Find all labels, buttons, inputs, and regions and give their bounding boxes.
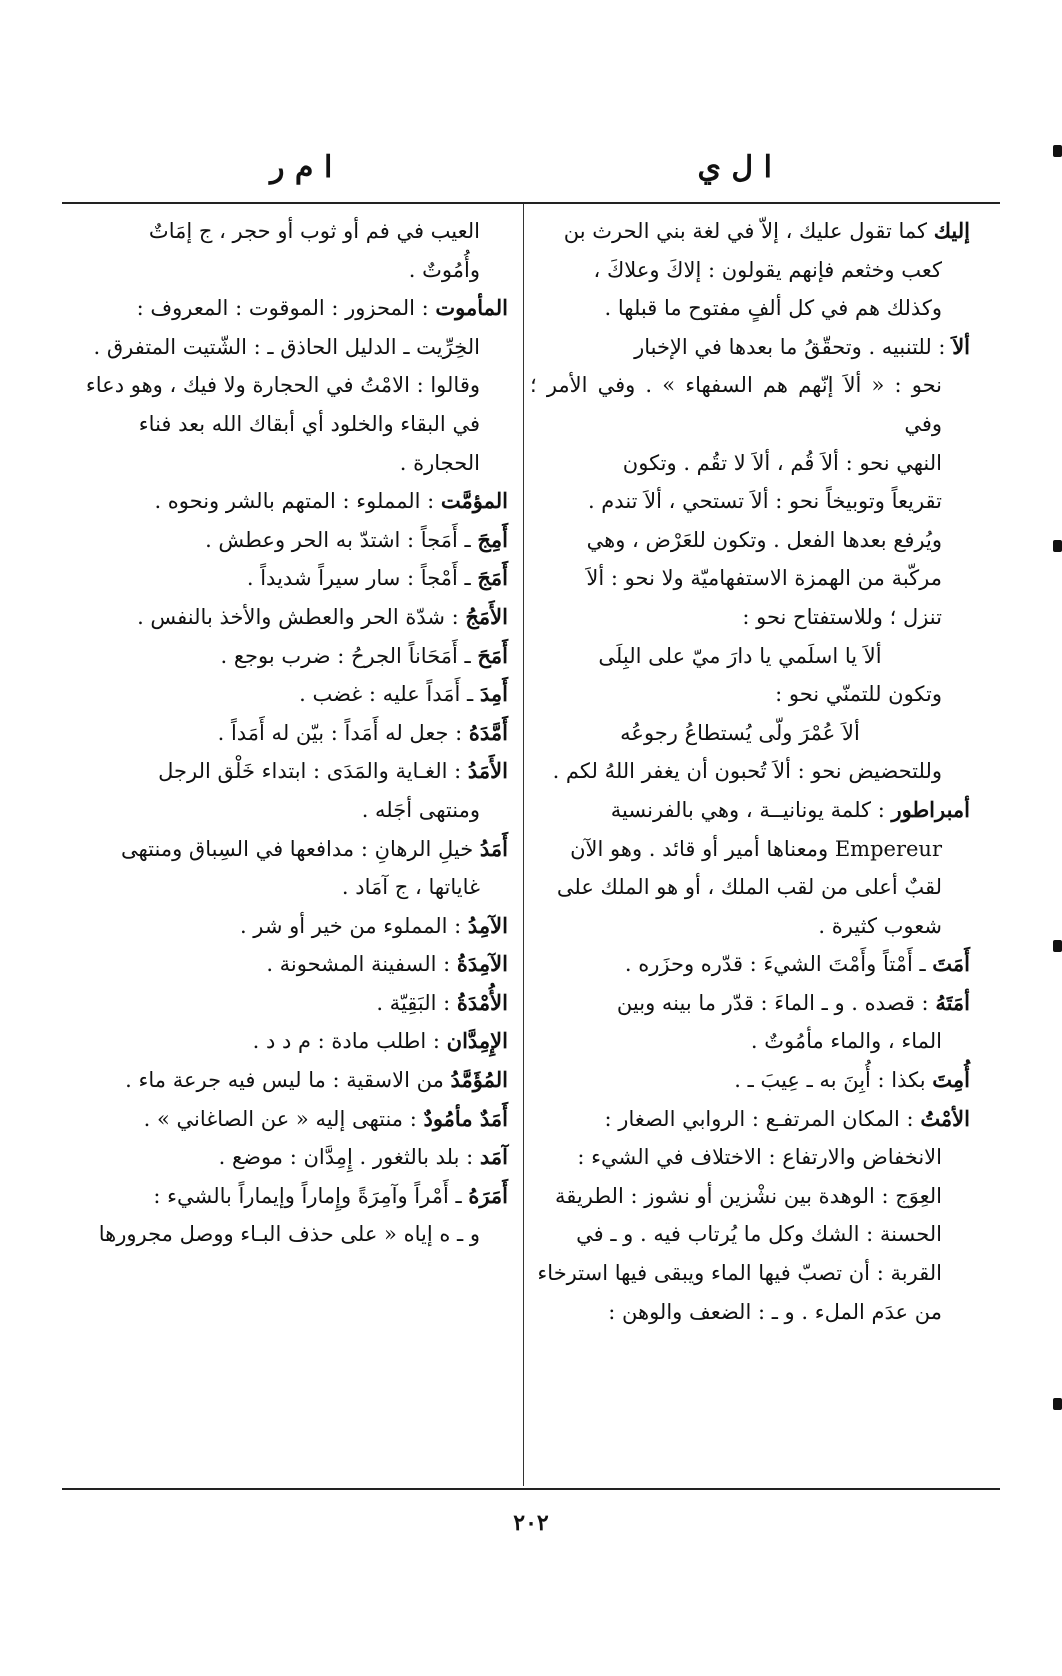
entry-line <box>68 714 508 753</box>
headword: أُمِتَ <box>932 1067 970 1093</box>
headword: أَمَجَ <box>477 565 508 591</box>
entry-line <box>68 830 508 869</box>
entry-line <box>530 1177 970 1216</box>
entry-text: : المملوء من خير أو شر . <box>239 913 468 938</box>
headword: أَمَحَ <box>477 642 508 668</box>
entry-text: بكذا : أُبِنَ به ـ عِيبَ ـ . <box>734 1068 933 1093</box>
entry-line <box>530 598 970 637</box>
entry-line <box>530 444 970 483</box>
entry-line <box>530 328 970 367</box>
entry-line <box>68 1215 508 1254</box>
entry-line <box>530 1022 970 1061</box>
entry-text: وأُمُوتٌ . <box>408 257 480 282</box>
entry-text: نحو : « ألاَ إنّهم هم السفهاء » . وفي الأمر ؛ وفي <box>530 373 942 436</box>
entry-text: و ـ ه إياه « على حذف البـاء ووصل مجرورها <box>98 1222 480 1247</box>
right-column <box>530 212 970 1331</box>
headword: المأموت <box>435 295 508 321</box>
entry-line <box>68 559 508 598</box>
entry-line <box>530 714 970 753</box>
headword: الآمِدَةُ <box>456 951 508 977</box>
entry-text: : السفينة المشحونة . <box>266 952 457 977</box>
entry-text: كما تقول عليك ، إلاّ في لغة بني الحرث بن <box>563 219 934 243</box>
entry-line <box>68 212 508 251</box>
entry-line <box>68 444 508 483</box>
running-head-right: ا ل ي <box>697 150 772 185</box>
entry-text: : المملوء : المتهم بالشر ونحوه . <box>154 489 441 514</box>
entry-text: تقريعاً وتوبيخاً نحو : ألاَ تستحي ، ألاَ تندم . <box>587 489 942 514</box>
entry-text: الحسنة : الشك وكل ما يُرتاب فيه . و ـ في <box>576 1222 942 1247</box>
entry-line <box>530 559 970 598</box>
entry-text: مركّبة من الهمزة الاستفهاميّة ولا نحو : ألاَ <box>586 566 942 591</box>
entry-line <box>530 830 970 869</box>
headword: آمَد <box>479 1144 508 1170</box>
entry-text: في البقاء والخلود أي أبقاك الله بعد فناء <box>138 411 480 436</box>
entry-text: خيلِ الرهانِ : مدافعها في السِباق ومنتهى <box>121 836 480 861</box>
entry-line <box>68 366 508 405</box>
entry-line <box>68 1100 508 1139</box>
entry-text: : منتهى إليه « عن الصاغاني » . <box>143 1106 424 1131</box>
entry-text: ـ أَمْتاً وأَمْتَ الشيءَ : قدّره وحزَره . <box>624 952 933 977</box>
headword: أَمَدُ <box>479 835 508 861</box>
headword: الأَمَجُ <box>465 603 508 629</box>
entry-text: تنزل ؛ وللاستفتاح نحو : <box>742 604 942 629</box>
entry-text: Empereur ومعناها أمير أو قائد . وهو الآن <box>570 836 942 861</box>
entry-line <box>530 984 970 1023</box>
entry-line <box>530 251 970 290</box>
entry-text: وقالوا : الامْتُ في الحجارة ولا فيك ، وهو دعاء <box>85 373 480 398</box>
entry-line <box>68 328 508 367</box>
entry-line <box>68 868 508 907</box>
entry-text: العِوَج : الوهدة بين نشْزين أو نشوز : الطريقة <box>555 1183 942 1208</box>
entry-line <box>530 1293 970 1332</box>
entry-text: من الاسقية : ما ليس فيه جرعة ماء . <box>125 1068 451 1093</box>
headword: الأمْتُ <box>920 1105 970 1131</box>
entry-line <box>530 366 970 443</box>
entry-text: من عدَم الملء . و ـ : الضعف والوهن : <box>608 1299 942 1324</box>
entry-line <box>68 752 508 791</box>
entry-line <box>530 1254 970 1293</box>
margin-mark <box>1053 145 1062 157</box>
entry-text: : الغـاية والمَدَى : ابتداء خَلْق الرجل <box>158 759 468 784</box>
entry-line <box>68 791 508 830</box>
entry-line <box>68 907 508 946</box>
entry-text: وللتحضيض نحو : ألاَ تُحبون أن يغفر اللهُ لكم . <box>552 759 942 784</box>
entry-line <box>68 1177 508 1216</box>
headword: أَمَرَهُ <box>468 1182 508 1208</box>
entry-text: النهي نحو : ألاَ قُم ، ألاَ لا تقُم . وتكون <box>622 450 942 475</box>
entry-line <box>68 675 508 714</box>
entry-text: : اطلب مادة : م د د . <box>252 1029 447 1054</box>
entry-line <box>68 1138 508 1177</box>
entry-line <box>530 212 970 251</box>
entry-text: غاياتها ، ج آمَاد . <box>341 875 480 900</box>
entry-text: العيب في فم أو ثوب أو حجر ، ج إمَاتٌ <box>148 219 480 243</box>
entry-text: ألاَ يا اسلَمي يا دارَ ميّ على البِلَى <box>598 643 882 668</box>
entry-text: الماء ، والماء مأمُوتٌ . <box>750 1029 942 1054</box>
entry-text: وكذلك هم في كل ألفٍ مفتوح ما قبلها . <box>604 296 942 321</box>
entry-line <box>68 945 508 984</box>
entry-line <box>68 637 508 676</box>
headword: أَمَتَ <box>932 951 970 977</box>
entry-text: : المكان المرتفـع : الروابي الصغار : <box>604 1106 921 1131</box>
headword: الأَمَدُ <box>467 758 508 784</box>
margin-mark <box>1053 540 1062 552</box>
entry-line <box>68 482 508 521</box>
entry-text: ومنتهى أجَله . <box>361 797 480 822</box>
entry-text: : بلد بالثغور . إِمِدَّان : موضع . <box>218 1145 480 1170</box>
entry-line <box>68 521 508 560</box>
entry-text: ـ أَمْجاً : سار سيراً شديداً . <box>246 566 478 591</box>
entry-text: ألاَ عُمْرَ ولّى يُستطاعُ رجوعُه <box>620 720 860 745</box>
entry-line <box>530 868 970 907</box>
entry-text: : قصده . و ـ الماءَ : قدّر ما بينه وبين <box>616 990 936 1015</box>
entry-text: شعوب كثيرة . <box>818 913 942 938</box>
entry-line <box>530 482 970 521</box>
entry-text: : شدّة الحر والعطش والأخذ بالنفس . <box>137 604 466 629</box>
entry-line <box>530 752 970 791</box>
entry-line <box>530 637 970 676</box>
entry-line <box>68 598 508 637</box>
entry-line <box>68 984 508 1023</box>
left-column <box>68 212 508 1254</box>
headword: أَمِدَ <box>479 681 508 707</box>
entry-text: : جعل له أَمَداً : بيّن له أَمَداً . <box>217 720 469 745</box>
entry-text: القربة : أن تصبّ فيها الماء ويبقى فيها استرخاء <box>537 1261 942 1286</box>
headword: الإِمِدَّان <box>446 1028 508 1054</box>
entry-line <box>68 251 508 290</box>
headword: ألاَ <box>952 333 970 359</box>
column-divider <box>523 204 524 1486</box>
headword: أَمَدٌ مأمُودٌ <box>423 1105 508 1131</box>
headword: الأُمْدَةُ <box>456 989 508 1015</box>
entry-text: الخِرِّيت ـ الدليل الحاذق ـ : الشّتيت المتفرق . <box>93 334 480 359</box>
entry-text: ـ أَمَداً عليه : غضب . <box>299 682 480 707</box>
headword: المؤمَّت <box>440 488 508 514</box>
headword: أَمِجَ <box>477 526 508 552</box>
entry-line <box>530 907 970 946</box>
entry-line <box>530 1061 970 1100</box>
entry-line <box>530 791 970 830</box>
page-number: ٢٠٢ <box>513 1510 549 1536</box>
entry-line <box>68 1061 508 1100</box>
entry-text: ـ أَمَجاً : اشتدّ به الحر وعطش . <box>205 527 478 552</box>
entry-text: ـ أَمْراً وآمِرَةً وإِماراً وإيماراً بالشيء : <box>153 1183 469 1208</box>
bottom-rule <box>62 1488 1000 1490</box>
entry-line <box>530 945 970 984</box>
entry-line <box>530 521 970 560</box>
entry-line <box>530 1100 970 1139</box>
headword: الآمِدُ <box>467 912 508 938</box>
headword: أمبراطور <box>891 796 970 822</box>
top-rule <box>62 202 1000 204</box>
margin-mark <box>1053 1398 1062 1410</box>
entry-text: : كلمة يونانيــة ، وهي بالفرنسية <box>610 797 892 822</box>
entry-text: الحجارة . <box>399 450 480 475</box>
entry-text: : للتنبيه . وتحقّقُ ما بعدها في الإخبار <box>634 334 953 359</box>
entry-text: : البَقِيّة . <box>376 990 457 1015</box>
entry-text: ـ أَمَحَاناً الجرحُ : ضرب بوجع . <box>220 643 478 668</box>
headword: أَمَّدَهُ <box>468 719 508 745</box>
entry-text: كعب وخثعم فإنهم يقولون : إلاكَ وعلاكَ ، <box>593 257 942 282</box>
entry-line <box>68 289 508 328</box>
entry-text: وتكون للتمنّي نحو : <box>775 682 942 707</box>
headword: أمَتَهُ <box>935 989 970 1015</box>
headword: إليك <box>933 218 970 243</box>
entry-line <box>68 405 508 444</box>
running-head-left: ا م ر <box>270 150 333 185</box>
entry-line <box>530 1215 970 1254</box>
entry-text: لقبٌ أعلى من لقب الملك ، أو هو الملك على <box>556 875 942 900</box>
entry-text: الانخفاض والارتفاع : الاختلاف في الشيء : <box>577 1145 942 1170</box>
margin-mark <box>1053 940 1062 952</box>
entry-line <box>68 1022 508 1061</box>
entry-text: : المحزور : الموقوت : المعروف : <box>136 296 436 321</box>
entry-line <box>530 1138 970 1177</box>
entry-text: ويُرفع بعدها الفعل . وتكون للعَرْض ، وهي <box>586 527 942 552</box>
entry-line <box>530 289 970 328</box>
entry-line <box>530 675 970 714</box>
headword: المُؤَمَّدُ <box>450 1067 508 1093</box>
